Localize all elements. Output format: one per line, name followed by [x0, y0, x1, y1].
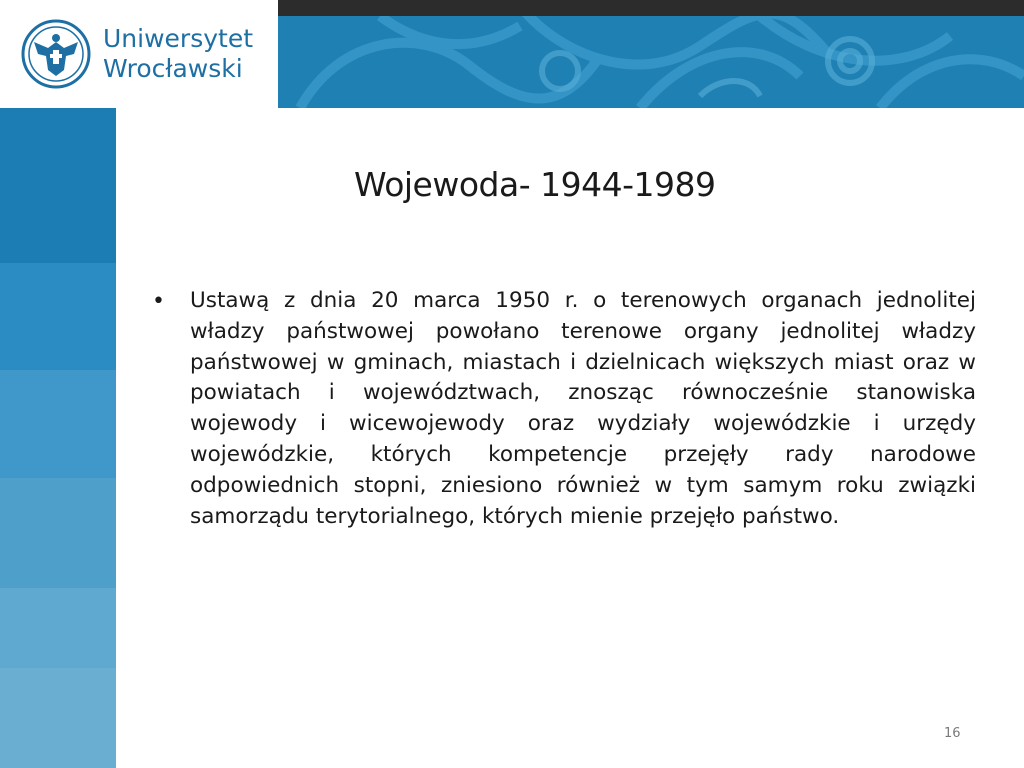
left-sidebar-decoration — [0, 108, 116, 768]
university-name-line1: Uniwersytet — [103, 24, 253, 53]
bullet-marker: • — [152, 289, 165, 314]
university-logo — [0, 0, 278, 108]
slide-title: Wojewoda- 1944-1989 — [354, 165, 716, 204]
university-name-line2: Wrocławski — [103, 54, 243, 83]
bullet-text: Ustawą z dnia 20 marca 1950 r. o terenowych organach jednolitej władzy państwowej powołano terenowe organy jednolitej władzy państwowej w gminach, miastach i dzielnicach większych miast oraz w powiatach i województwach, znosząc równocześnie stanowiska wojewody i wicewojewody oraz wydziały wojewódzkie i urzędy wojewódzkie, których kompetencje przejęły rady narodowe odpowiednich stopni, zniesiono również w tym samym roku związki samorządu terytorialnego, których mienie przejęło państwo. — [190, 288, 976, 529]
university-eagle-emblem-icon — [20, 18, 92, 90]
page-number: 16 — [944, 726, 961, 741]
university-name — [103, 24, 253, 84]
